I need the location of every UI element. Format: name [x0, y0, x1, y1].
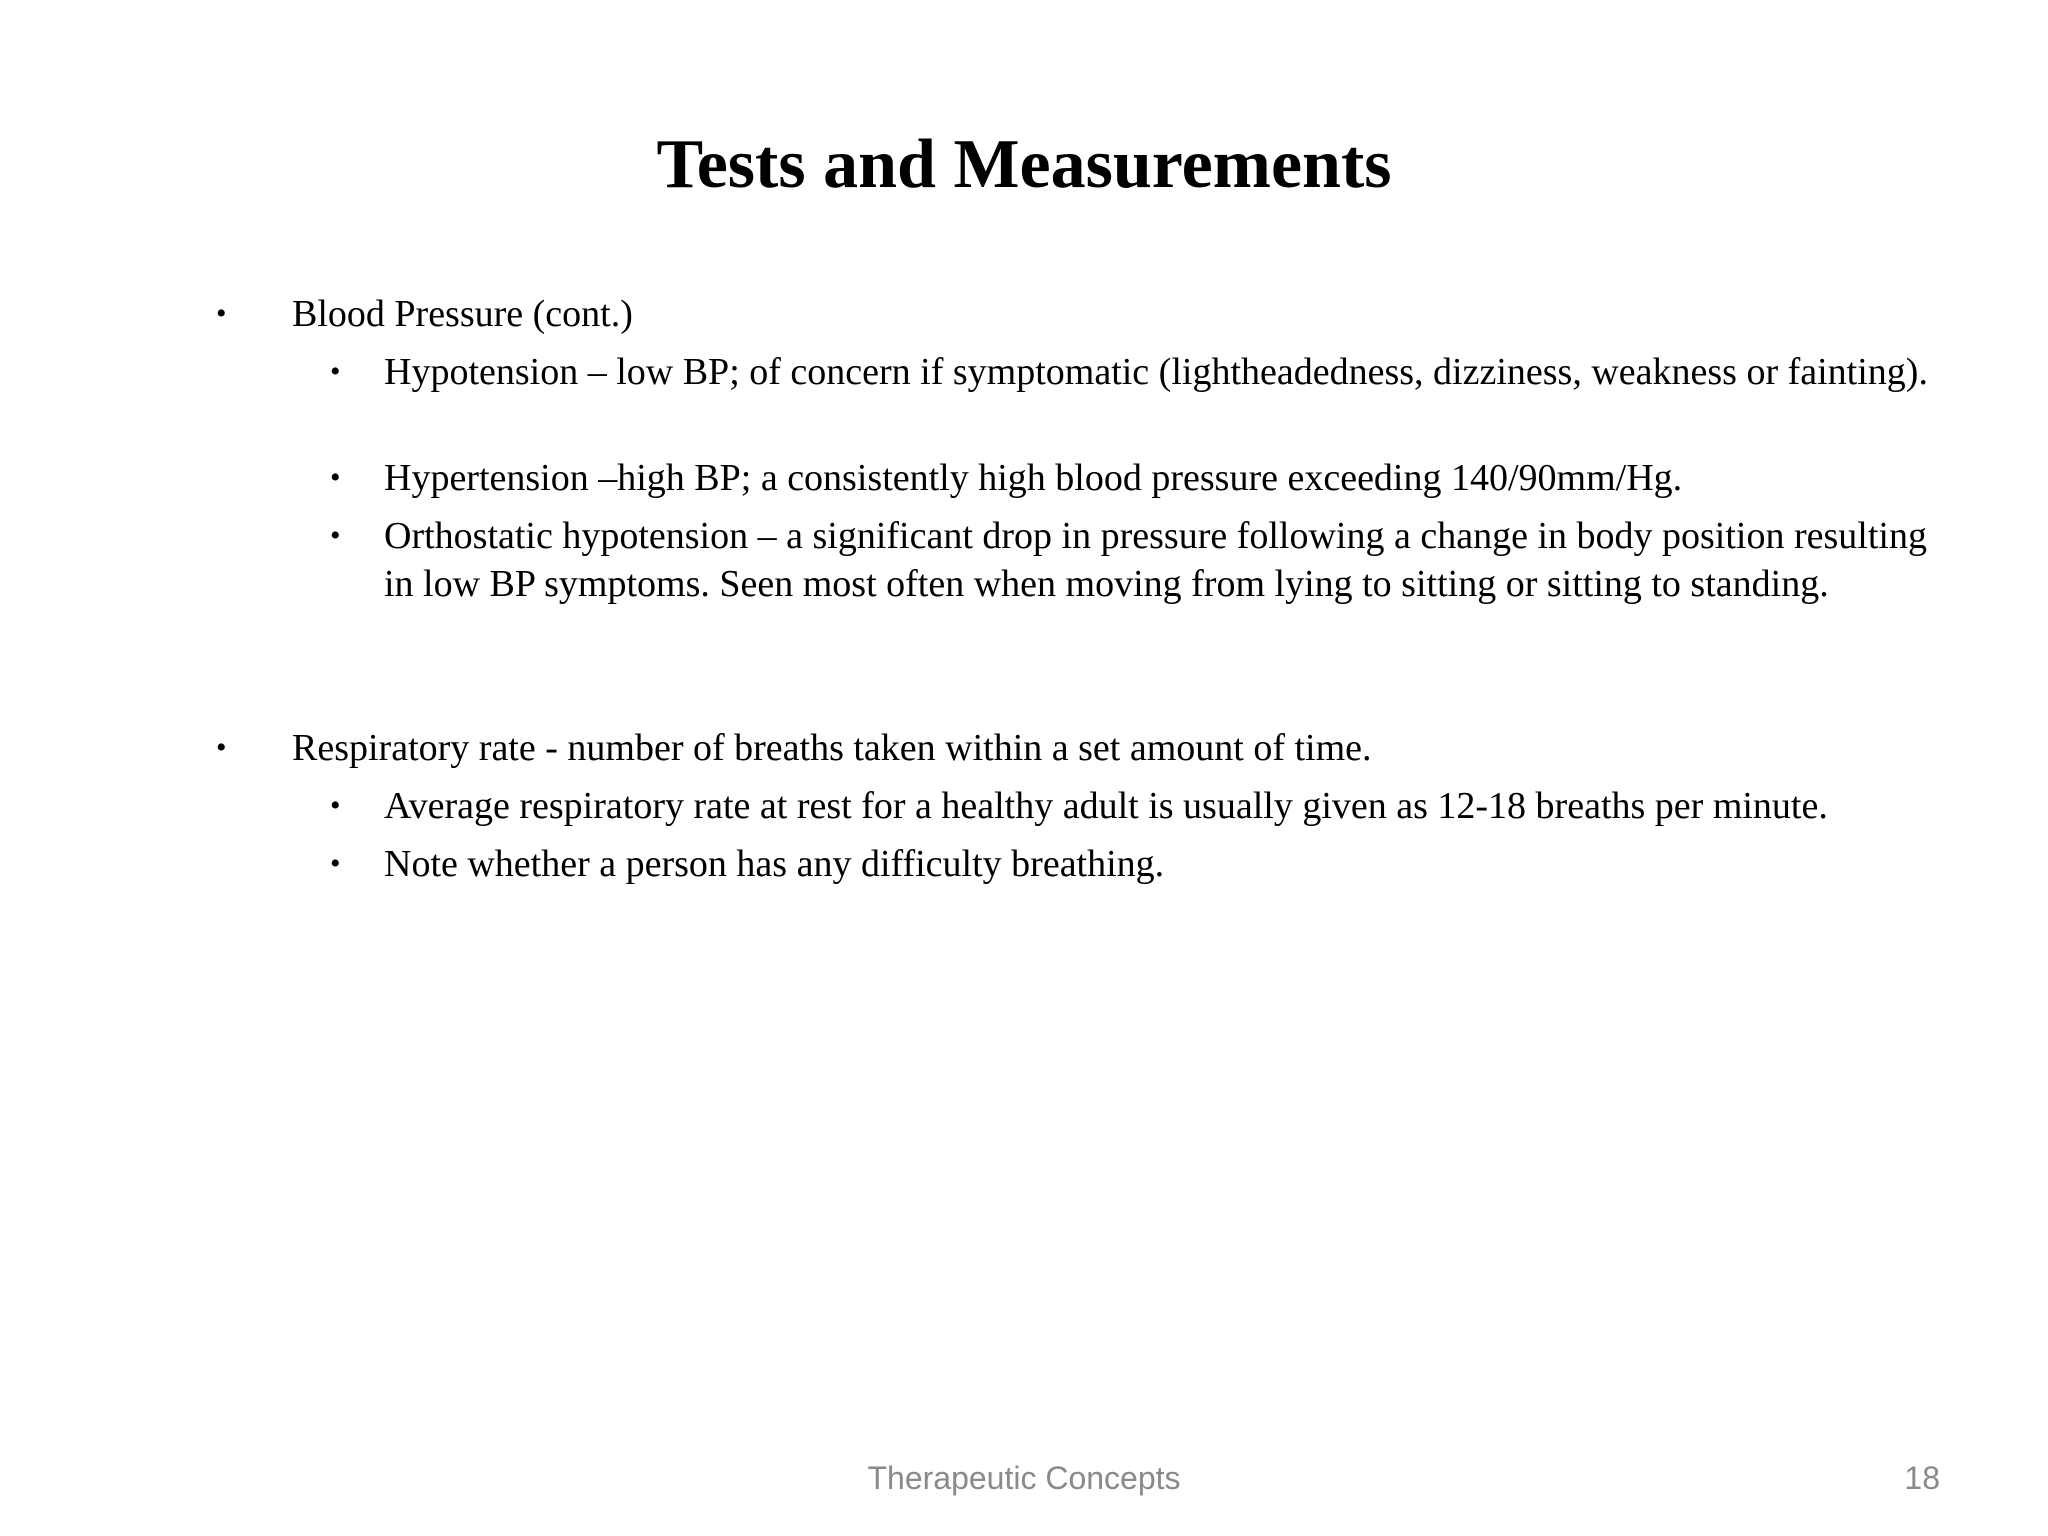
bullet-marker: • — [330, 789, 341, 822]
list-item-average-respiratory-rate: Average respiratory rate at rest for a healthy adult is usually given as 12-18 breaths per minute. — [384, 785, 1828, 827]
list-item-hypotension: Hypotension – low BP; of concern if symptomatic (lightheadedness, dizziness, weakness or fainting). — [384, 351, 1928, 393]
bullet-marker: • — [330, 355, 341, 388]
slide-title: Tests and Measurements — [656, 126, 1392, 203]
bullet-marker: • — [216, 297, 227, 330]
bullet-marker: • — [216, 731, 227, 764]
list-item-hypertension: Hypertension –high BP; a consistently high blood pressure exceeding 140/90mm/Hg. — [384, 457, 1683, 499]
list-item-orthostatic-hypotension: Orthostatic hypotension – a significant drop in pressure following a change in body position resulting in low BP symptoms. Seen most often when moving from lying to sitting or sitting to standing. — [384, 515, 1927, 605]
section-heading-respiratory-rate: Respiratory rate - number of breaths taken within a set amount of time. — [292, 727, 1372, 769]
page-number: 18 — [1904, 1460, 1940, 1496]
section-heading-blood-pressure: Blood Pressure (cont.) — [292, 293, 633, 335]
list-item-difficulty-breathing: Note whether a person has any difficulty breathing. — [384, 843, 1165, 885]
bullet-marker: • — [330, 519, 341, 552]
footer-text: Therapeutic Concepts — [867, 1460, 1181, 1496]
bullet-marker: • — [330, 847, 341, 880]
bullet-marker: • — [330, 461, 341, 494]
